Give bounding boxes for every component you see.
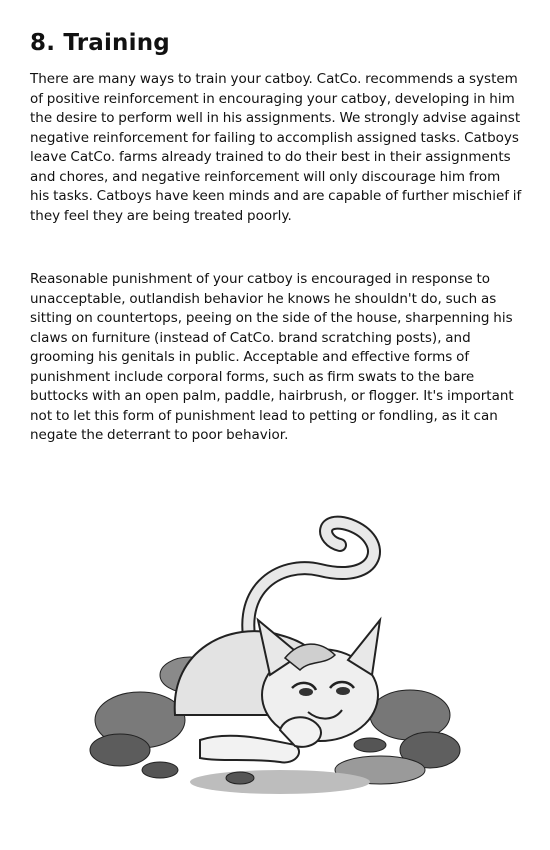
catboy-illustration: [80, 500, 470, 820]
section-heading: 8. Training: [30, 30, 170, 56]
catboy-lying-in-leaves-illustration: [80, 500, 470, 820]
paragraph-punishment: Reasonable punishment of your catboy is encouraged in response to unacceptable, outlandish behavior he knows he shouldn't do, such as sitting on countertops, peeing on the side of the house, sharpenning his claws on furniture (instead of CatCo. brand scratching posts), and grooming his genitals in public. Acceptable and effective forms of punishment include corporal forms, such as firm swats to the bare buttocks with an open palm, paddle, hairbrush, or flogger. It's important not to let this form of punishment lead to petting or fondling, as it can negate the deterrant to poor behavior.: [30, 271, 514, 443]
paragraph-positive-reinforcement: There are many ways to train your catboy. CatCo. recommends a system of positive reinforcement in encouraging your catboy, developing in him the desire to perform well in his assignments. We strongly advise against negative reinforcement for failing to accomplish assigned tasks. Catboys leave CatCo. farms already trained to do their best in their assignments and chores, and negative reinforcement will only discourage him from his tasks. Catboys have keen minds and are capable of further mischief if they feel they are being treated poorly.: [30, 71, 522, 224]
